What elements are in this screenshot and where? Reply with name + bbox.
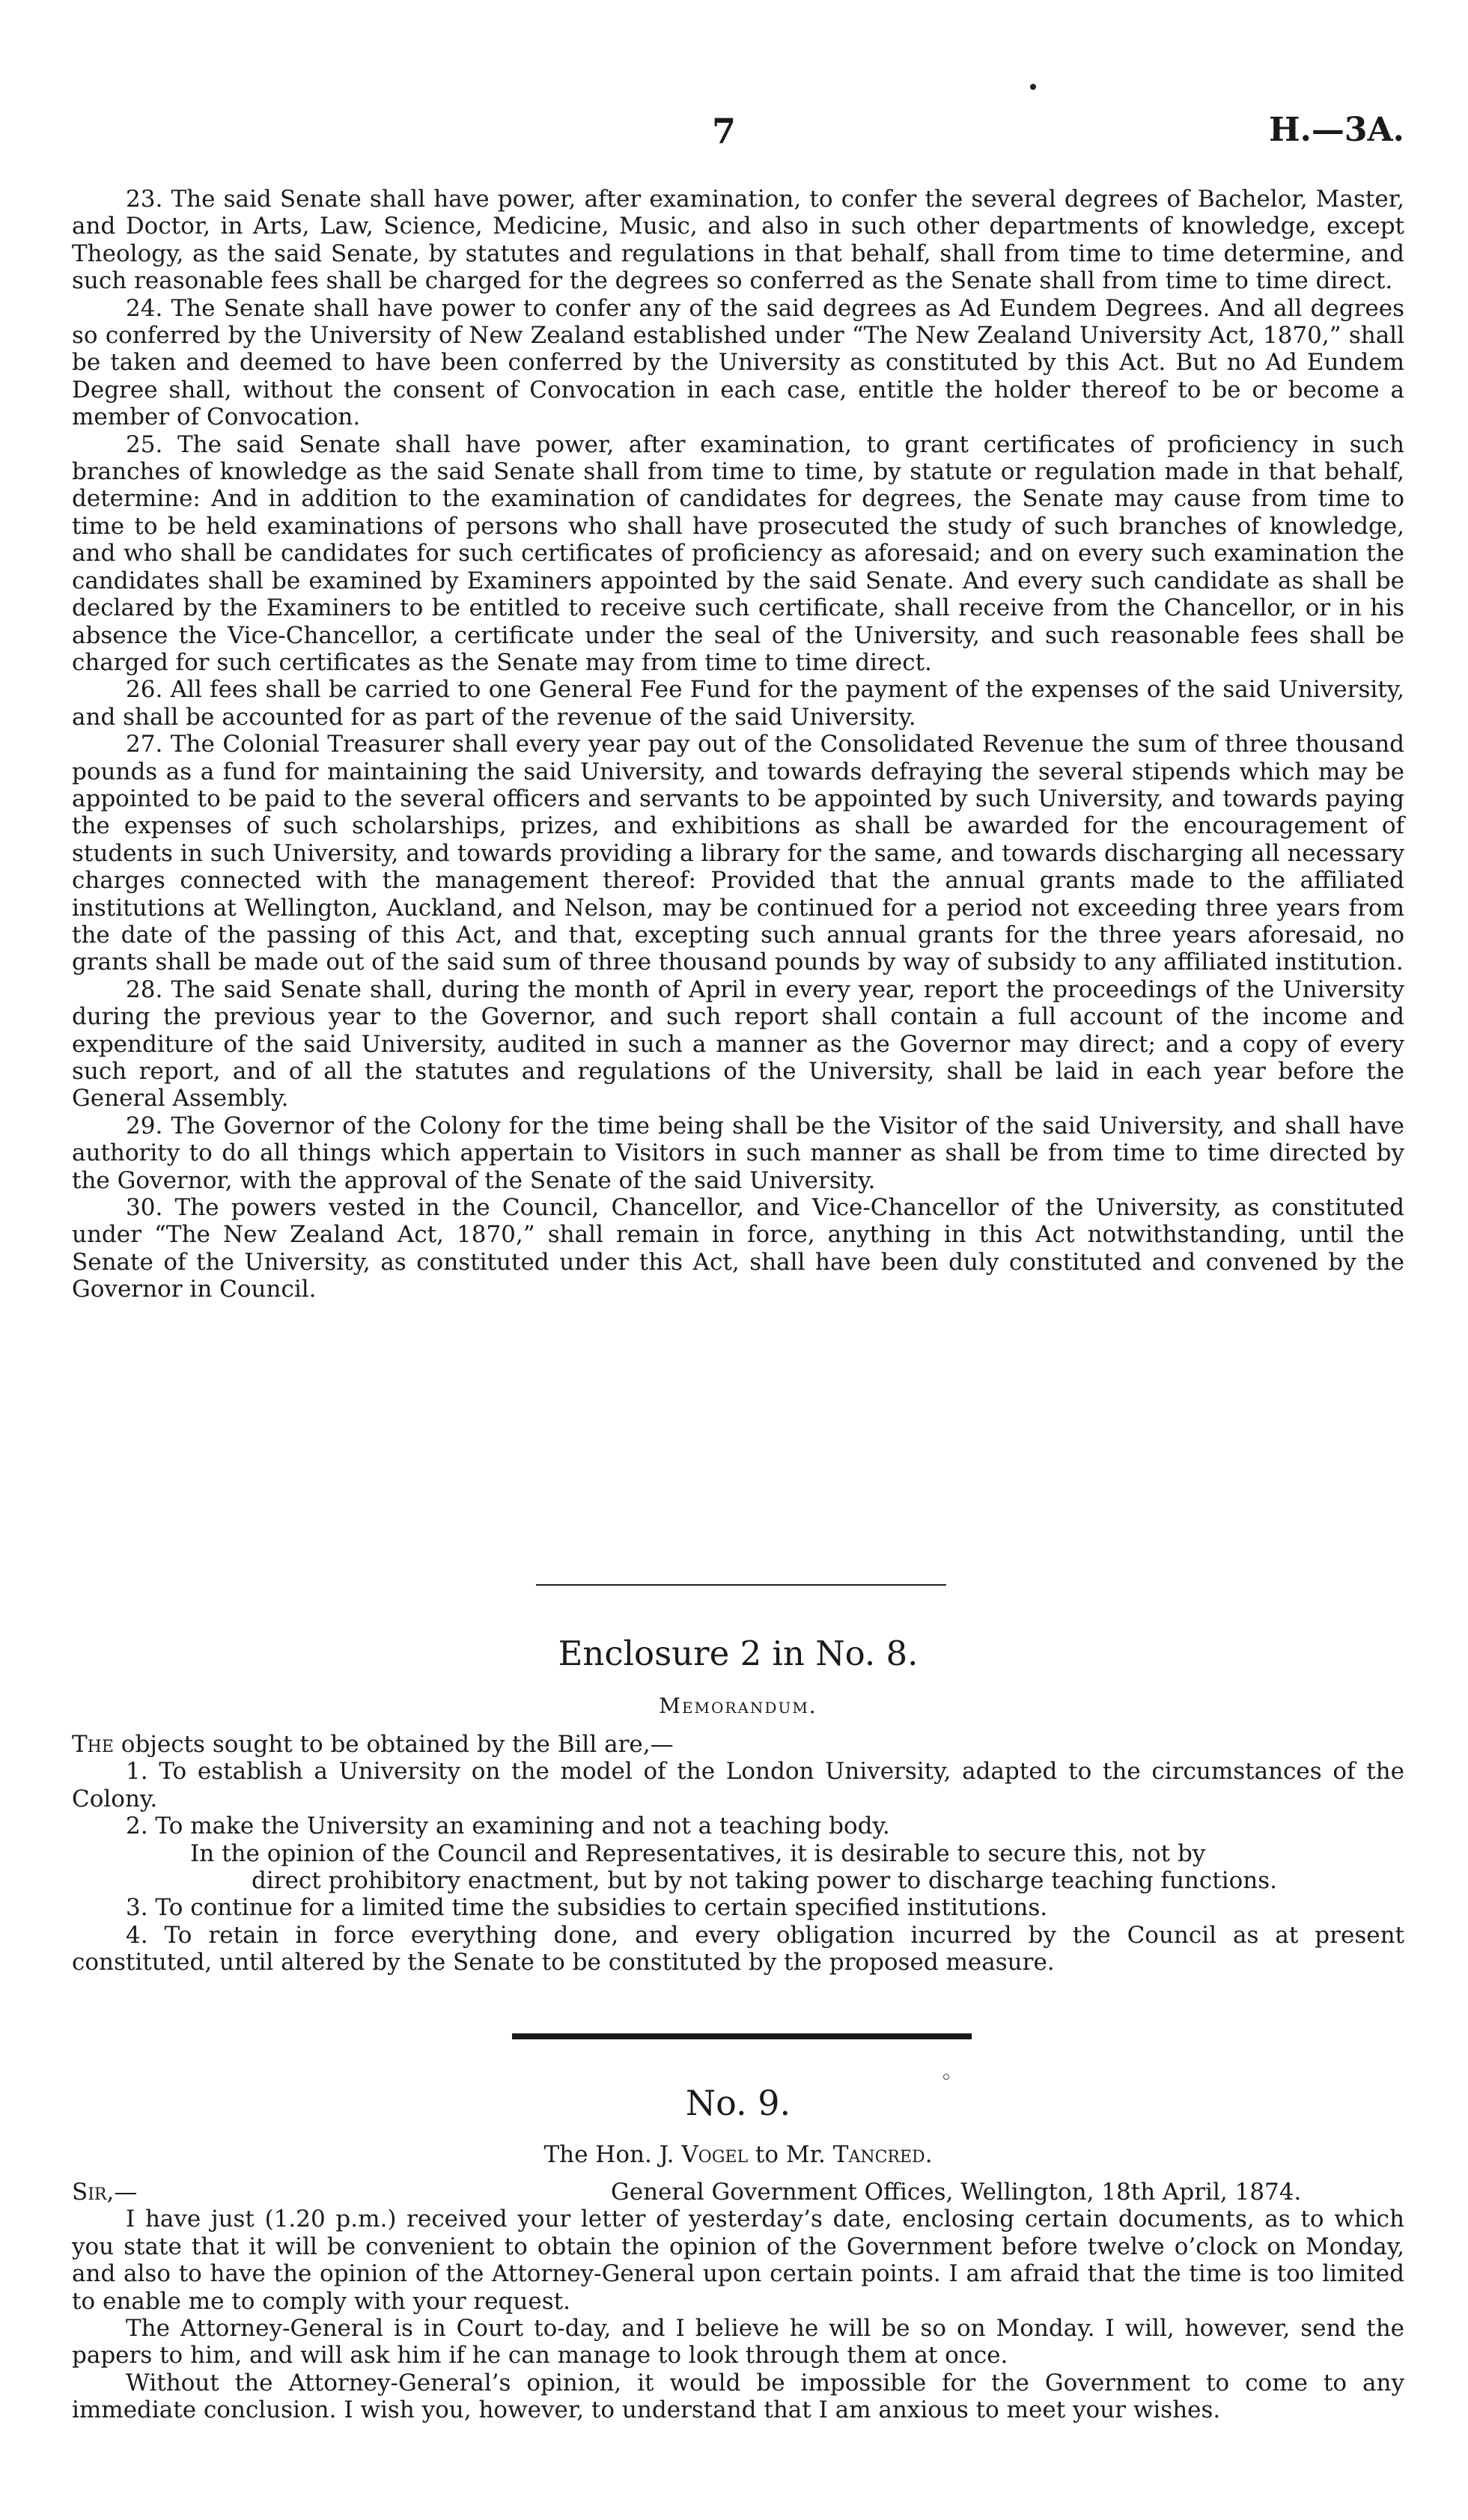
ink-speck — [1030, 84, 1036, 90]
memo-item-2: 2. To make the University an examining and not a teaching body. — [126, 1813, 890, 1840]
section-25: 25. The said Senate shall have power, after examination, to grant certificates of proficiency in such branches of knowledge as the said Senate shall from time to time, by statute or regulation made in that behalf, determine: And in addition to the examination of candidates for degrees, the Senate may cause from time to time to be held examinations of persons who shall have prosecuted the study of such branches of knowledge, and who shall be candidates for such certificates of proficiency as aforesaid; and on every such examination the candidates shall be examined by Examiners appointed by the said Senate. And every such candidate as shall be declared by the Examiners to be entitled to receive such certificate, shall receive from the Chancellor, or in his absence the Vice-Chancellor, a certificate under the seal of the University, and such reasonable fees shall be charged for such certificates as the Senate may from time to time direct. — [72, 430, 1404, 676]
section-26: 26. All fees shall be carried to one General Fee Fund for the payment of the expenses of the said University, and shall be accounted for as part of the revenue of the said University. — [72, 676, 1404, 731]
section-24: 24. The Senate shall have power to confer any of the said degrees as Ad Eundem Degrees. And all degrees so conferred by the University of New Zealand established under “The New Zealand University Act, 1870,” shall be taken and deemed to have been conferred by the University as constituted by this Act. But no Ad Eundem Degree shall, without the consent of Convocation in each case, entitle the holder thereof to be or become a member of Convocation. — [72, 294, 1404, 431]
memo-intro-rest: objects sought to be obtained by the Bill are,— — [113, 1731, 674, 1758]
bill-sections — [72, 186, 1404, 1303]
memo-intro-lead: The — [72, 1731, 114, 1758]
salutation: Sir,— — [72, 2179, 138, 2206]
section-23: 23. The said Senate shall have power, after examination, to confer the several degrees of Bachelor, Master, and Doctor, in Arts, Law, Science, Medicine, Music, and also in such other departments of knowledge, except Theology, as the said Senate, by statutes and regulations in that behalf, shall from time to time determine, and such reasonable fees shall be charged for the degrees so conferred as the Senate shall from time to time direct. — [72, 186, 1404, 295]
running-header — [72, 111, 1404, 156]
correspondence-heading — [72, 2141, 1404, 2168]
memo-intro — [72, 1731, 1404, 1758]
to-connector: to Mr. — [748, 2141, 833, 2168]
memo-item-1: 1. To establish a University on the model of the London University, adapted to the circumstances of the Colony. — [72, 1758, 1404, 1813]
document-code: H.—3A. — [1269, 111, 1404, 149]
letter-paragraph-3: Without the Attorney-General’s opinion, it would be impossible for the Government to come to any immediate conclusion. I wish you, however, to understand that I am anxious to meet your wishes. — [72, 2369, 1404, 2424]
page-number: 7 — [712, 111, 737, 151]
section-28: 28. The said Senate shall, during the month of April in every year, report the proceedings of the University during the previous year to the Governor, and such report shall contain a full account of the income and expenditure of the said University, audited in such a manner as the Governor may direct; and a copy of every such report, and of all the statutes and regulations of the University, shall be laid in each year before the General Assembly. — [72, 976, 1404, 1113]
memorandum-heading: Memorandum. — [659, 1693, 817, 1718]
salutation-line — [72, 2179, 1404, 2206]
enclosure-title: Enclosure 2 in No. 8. — [558, 1634, 919, 1673]
ink-speck-small — [943, 2074, 949, 2080]
section-30: 30. The powers vested in the Council, Chancellor, and Vice-Chancellor of the University, as constituted under “The New Zealand Act, 1870,” shall remain in force, anything in this Act notwithstanding, until the Senate of the University, as constituted under this Act, shall have been duly constituted and convened by the Governor in Council. — [72, 1194, 1404, 1303]
memo-item-4: 4. To retain in force everything done, and every obligation incurred by the Council as at present constituted, until altered by the Senate to be constituted by the proposed measure. — [72, 1921, 1404, 1976]
section-divider — [536, 1584, 946, 1586]
letter-paragraph-1: I have just (1.20 p.m.) received your letter of yesterday’s date, enclosing certain documents, as to which you state that it will be convenient to obtain the opinion of the Government before twelve o’clock on Monday, and also to have the opinion of the Attorney-General upon certain points. I am afraid that the time is too limited to enable me to comply with your request. — [72, 2206, 1404, 2315]
section-29: 29. The Governor of the Colony for the time being shall be the Visitor of the said University, and shall have authority to do all things which appertain to Visitors in such manner as shall be from time to time directed by the Governor, with the approval of the Senate of the said University. — [72, 1112, 1404, 1194]
section-27: 27. The Colonial Treasurer shall every year pay out of the Consolidated Revenue the sum of three thousand pounds as a fund for maintaining the said University, and towards defraying the several stipends which may be appointed to be paid to the several officers and servants to be appointed by such University, and towards paying the expenses of such scholarships, prizes, and exhibitions as shall be awarded for the encouragement of students in such University, and towards providing a library for the same, and towards discharging all necessary charges connected with the management thereof: Provided that the annual grants made to the affiliated institutions at Wellington, Auckland, and Nelson, may be continued for a period not exceeding three years from the date of the passing of this Act, and that, excepting such annual grants for the three years aforesaid, no grants shall be made out of the said sum of three thousand pounds by way of subsidy to any affiliated institution. — [72, 731, 1404, 976]
from-prefix: The Hon. J. — [543, 2141, 682, 2168]
memo-item-2-note-line-2: direct prohibitory enactment, but by not taking power to discharge teaching functions. — [252, 1867, 1278, 1895]
memo-item-2-note-line-1: In the opinion of the Council and Representatives, it is desirable to secure this, not by — [190, 1839, 1206, 1867]
letter-body — [72, 2179, 1404, 2424]
sender-name: Vogel — [681, 2141, 749, 2168]
recipient-name: Tancred. — [832, 2141, 933, 2168]
memorandum-body — [72, 1731, 1404, 1976]
document-number-heading: No. 9. — [685, 2083, 791, 2123]
letter-paragraph-2: The Attorney-General is in Court to-day, and I believe he will be so on Monday. I will, however, send the papers to him, and will ask him if he can manage to look through them at once. — [72, 2315, 1404, 2370]
memo-item-3: 3. To continue for a limited time the subsidies to certain specified institutions. — [126, 1894, 1048, 1922]
dateline: General Government Offices, Wellington, 18th April, 1874. — [611, 2179, 1302, 2206]
heavy-divider — [512, 2033, 972, 2039]
